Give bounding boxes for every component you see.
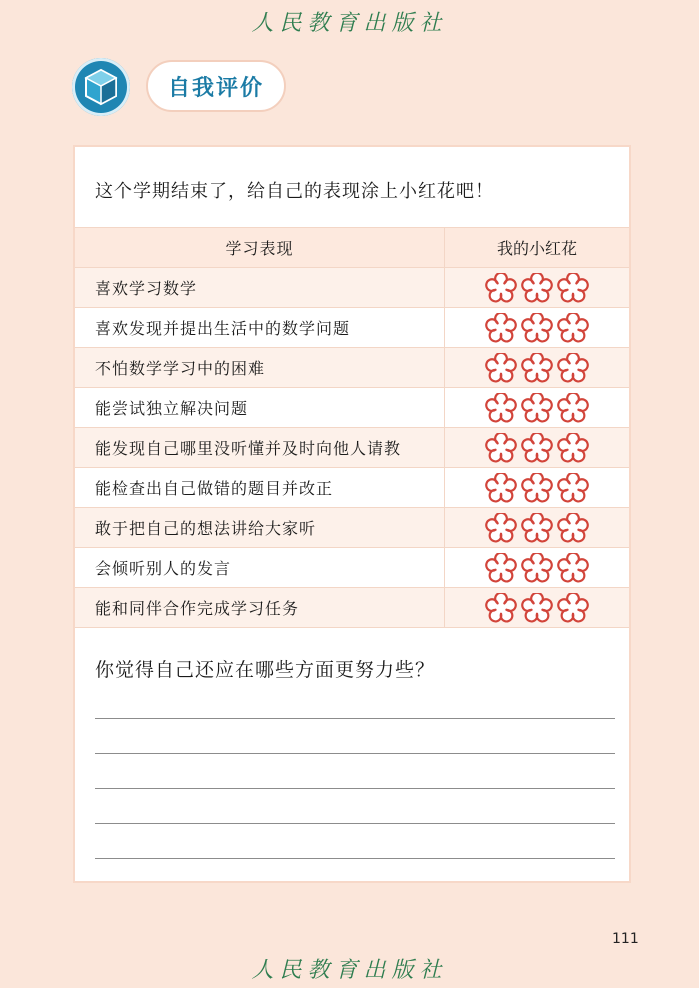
performance-item: 会倾听别人的发言 xyxy=(75,548,445,587)
performance-item: 喜欢发现并提出生活中的数学问题 xyxy=(75,308,445,347)
flower-icon[interactable] xyxy=(557,593,589,623)
answer-line[interactable] xyxy=(95,823,615,824)
header-performance: 学习表现 xyxy=(75,228,445,267)
flower-icon[interactable] xyxy=(521,473,553,503)
flower-icon[interactable] xyxy=(557,313,589,343)
flower-icon[interactable] xyxy=(485,273,517,303)
flower-icon[interactable] xyxy=(557,273,589,303)
page-number: 111 xyxy=(612,931,639,947)
flower-cell xyxy=(445,508,629,547)
flower-cell xyxy=(445,588,629,627)
publisher-logo-top: 人民教育出版社 xyxy=(251,11,448,36)
reflection-question: 你觉得自己还应在哪些方面更努力些？ xyxy=(95,659,436,681)
answer-line[interactable] xyxy=(95,753,615,754)
answer-line[interactable] xyxy=(95,788,615,789)
table-row xyxy=(75,307,629,347)
flower-icon[interactable] xyxy=(485,393,517,423)
table-row xyxy=(75,587,629,628)
flower-cell xyxy=(445,388,629,427)
flower-cell xyxy=(445,348,629,387)
performance-item: 不怕数学学习中的困难 xyxy=(75,348,445,387)
flower-icon[interactable] xyxy=(557,433,589,463)
flower-cell xyxy=(445,428,629,467)
flower-icon[interactable] xyxy=(521,393,553,423)
answer-line[interactable] xyxy=(95,858,615,859)
performance-item: 能尝试独立解决问题 xyxy=(75,388,445,427)
performance-item: 能发现自己哪里没听懂并及时向他人请教 xyxy=(75,428,445,467)
evaluation-table xyxy=(75,227,629,628)
performance-item: 敢于把自己的想法讲给大家听 xyxy=(75,508,445,547)
flower-icon[interactable] xyxy=(557,473,589,503)
flower-icon[interactable] xyxy=(557,513,589,543)
table-row xyxy=(75,387,629,427)
performance-item: 能和同伴合作完成学习任务 xyxy=(75,588,445,627)
flower-icon[interactable] xyxy=(557,353,589,383)
flower-icon[interactable] xyxy=(521,353,553,383)
flower-icon[interactable] xyxy=(521,593,553,623)
self-evaluation-card xyxy=(73,145,631,883)
flower-icon[interactable] xyxy=(485,553,517,583)
table-row xyxy=(75,507,629,547)
performance-item: 喜欢学习数学 xyxy=(75,268,445,307)
flower-icon[interactable] xyxy=(485,313,517,343)
performance-item: 能检查出自己做错的题目并改正 xyxy=(75,468,445,507)
section-title: 自我评价 xyxy=(146,60,286,112)
flower-cell xyxy=(445,548,629,587)
table-row xyxy=(75,347,629,387)
flower-icon[interactable] xyxy=(485,433,517,463)
flower-icon[interactable] xyxy=(521,513,553,543)
table-row xyxy=(75,467,629,507)
table-row xyxy=(75,267,629,307)
flower-icon[interactable] xyxy=(557,553,589,583)
cube-icon xyxy=(72,58,130,116)
flower-icon[interactable] xyxy=(521,553,553,583)
table-row xyxy=(75,547,629,587)
answer-line[interactable] xyxy=(95,718,615,719)
flower-icon[interactable] xyxy=(485,593,517,623)
flower-icon[interactable] xyxy=(521,273,553,303)
flower-icon[interactable] xyxy=(485,353,517,383)
flower-cell xyxy=(445,468,629,507)
table-row xyxy=(75,427,629,467)
intro-text: 这个学期结束了，给自己的表现涂上小红花吧！ xyxy=(95,181,494,202)
flower-cell xyxy=(445,308,629,347)
publisher-logo-bottom: 人民教育出版社 xyxy=(251,958,448,983)
flower-icon[interactable] xyxy=(557,393,589,423)
flower-icon[interactable] xyxy=(485,513,517,543)
flower-icon[interactable] xyxy=(521,433,553,463)
table-header xyxy=(75,227,629,267)
header-flowers: 我的小红花 xyxy=(496,239,577,258)
flower-cell xyxy=(445,268,629,307)
flower-icon[interactable] xyxy=(485,473,517,503)
flower-icon[interactable] xyxy=(521,313,553,343)
